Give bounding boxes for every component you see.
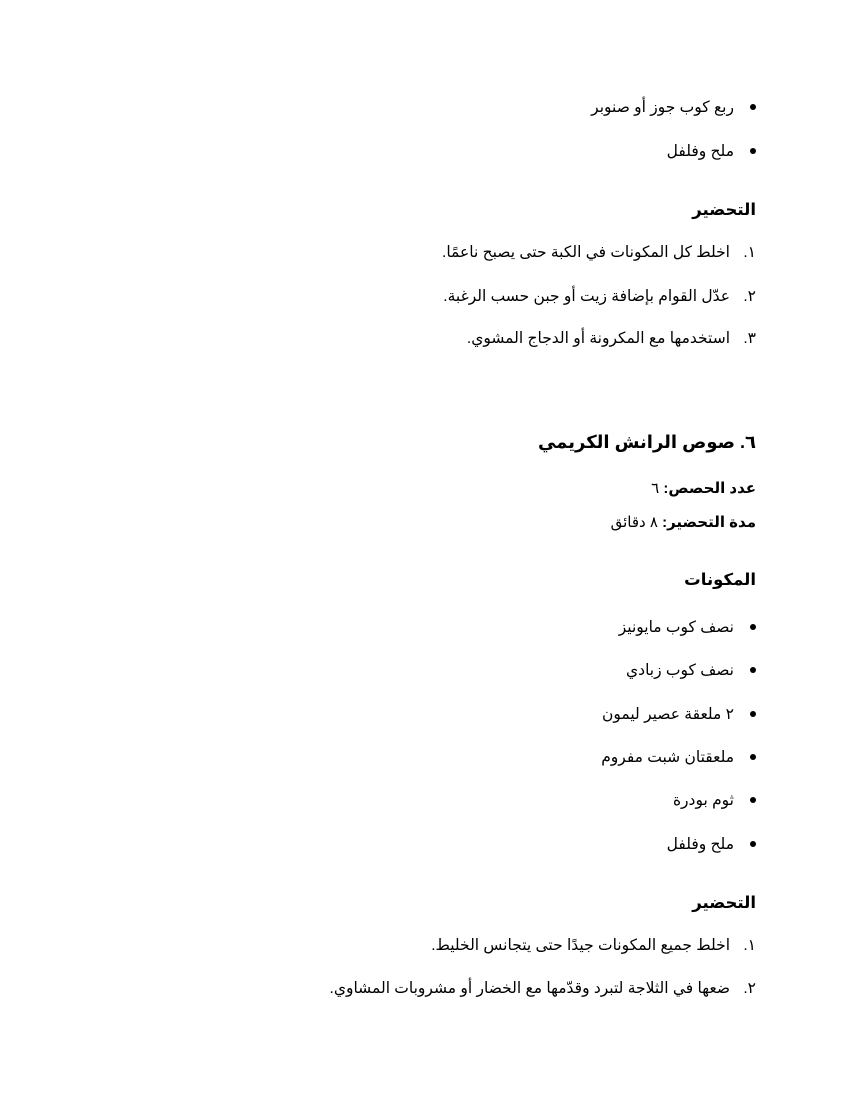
list-item: نصف كوب مايونيز [619, 618, 756, 637]
prep-time-label: مدة التحضير: [662, 514, 756, 531]
prep-time-value: ٨ دقائق [610, 514, 658, 531]
ingredients-heading: المكونات [684, 571, 756, 589]
list-item: ملعقتان شبت مفروم [601, 748, 756, 767]
prep-heading: التحضير [692, 894, 756, 912]
list-item: ملح وفلفل [667, 835, 756, 854]
bullet-icon [750, 667, 756, 673]
bullet-icon [750, 754, 756, 760]
bullet-icon [750, 624, 756, 630]
prep-time-line [611, 513, 756, 531]
bullet-icon [750, 797, 756, 803]
section-title: ٦. صوص الرانش الكريمي [537, 432, 756, 452]
step-item: ٢.عدّل القوام بإضافة زيت أو جبن حسب الرغبة. [443, 288, 756, 305]
list-item: ربع كوب جوز أو صنوبر [591, 98, 756, 117]
prep-heading: التحضير [692, 201, 756, 219]
bullet-icon [750, 711, 756, 717]
servings-value: ٦ [651, 480, 660, 497]
step-item: ٢.ضعها في الثلاجة لتبرد وقدّمها مع الخضار أو مشروبات المشاوي. [329, 980, 756, 997]
bullet-icon [750, 841, 756, 847]
servings-line [651, 479, 756, 497]
servings-label: عدد الحصص: [663, 480, 756, 497]
step-item: ١.اخلط كل المكونات في الكبة حتى يصبح ناعمًا. [442, 244, 756, 261]
step-item: ١.اخلط جميع المكونات جيدًا حتى يتجانس الخليط. [431, 937, 756, 954]
list-item: نصف كوب زبادي [626, 661, 756, 680]
list-item: ملح وفلفل [667, 142, 756, 161]
bullet-icon [750, 148, 756, 154]
list-item: ثوم بودرة [673, 791, 756, 810]
bullet-icon [750, 104, 756, 110]
step-item: ٣.استخدمها مع المكرونة أو الدجاج المشوي. [466, 330, 756, 347]
list-item: ٢ ملعقة عصير ليمون [602, 705, 756, 724]
